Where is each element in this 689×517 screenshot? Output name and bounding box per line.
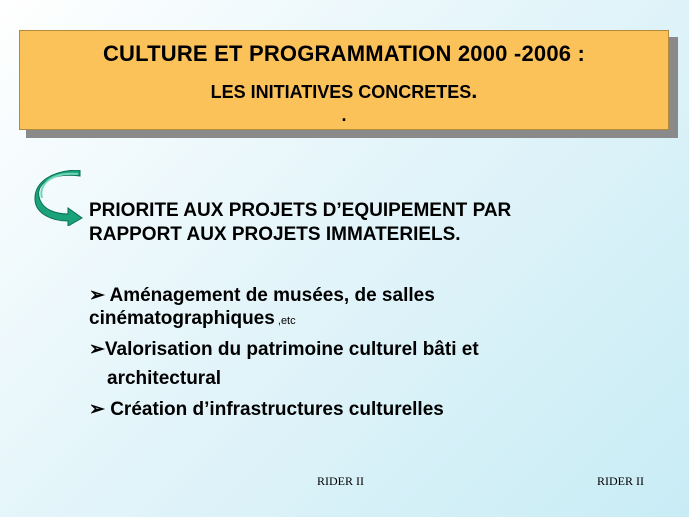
slide-title: CULTURE ET PROGRAMMATION 2000 -2006 :: [102, 41, 586, 66]
bullet-item-museums: [89, 284, 435, 307]
bullet-item-museums-text-2: cinématographiques: [89, 308, 275, 329]
priority-statement: [89, 199, 649, 247]
bullet-marker-icon: ➢: [89, 399, 105, 420]
bullet-item-infrastructure: [89, 398, 444, 421]
title-dot: .: [341, 105, 347, 125]
bullet-item-museums-continued: [89, 308, 296, 330]
priority-line-1: PRIORITE AUX PROJETS D’EQUIPEMENT PAR: [89, 200, 512, 221]
priority-line-2: RAPPORT AUX PROJETS IMMATERIELS.: [89, 224, 461, 245]
bullet-item-infrastructure-text: Création d’infrastructures culturelles: [110, 399, 444, 420]
footer-right-label: RIDER II: [597, 474, 644, 488]
title-box: [19, 30, 669, 130]
bullet-item-heritage: [89, 338, 479, 361]
curved-arrow-icon: [34, 170, 84, 226]
bullet-item-heritage-continued: architectural: [107, 368, 222, 389]
bullet-marker-icon: ➢: [89, 339, 105, 360]
bullet-item-museums-etc: ,etc: [274, 315, 296, 327]
bullet-item-heritage-text: Valorisation du patrimoine culturel bâti et: [104, 339, 479, 360]
bullet-item-museums-text: Aménagement de musées, de salles: [109, 285, 435, 306]
footer-left-label: RIDER II: [317, 474, 364, 488]
bullet-marker-icon: ➢: [89, 285, 105, 306]
slide-subtitle-text: LES INITIATIVES CONCRETES: [210, 82, 472, 102]
slide-subtitle: [20, 78, 668, 104]
slide-subtitle-period: .: [471, 78, 478, 103]
